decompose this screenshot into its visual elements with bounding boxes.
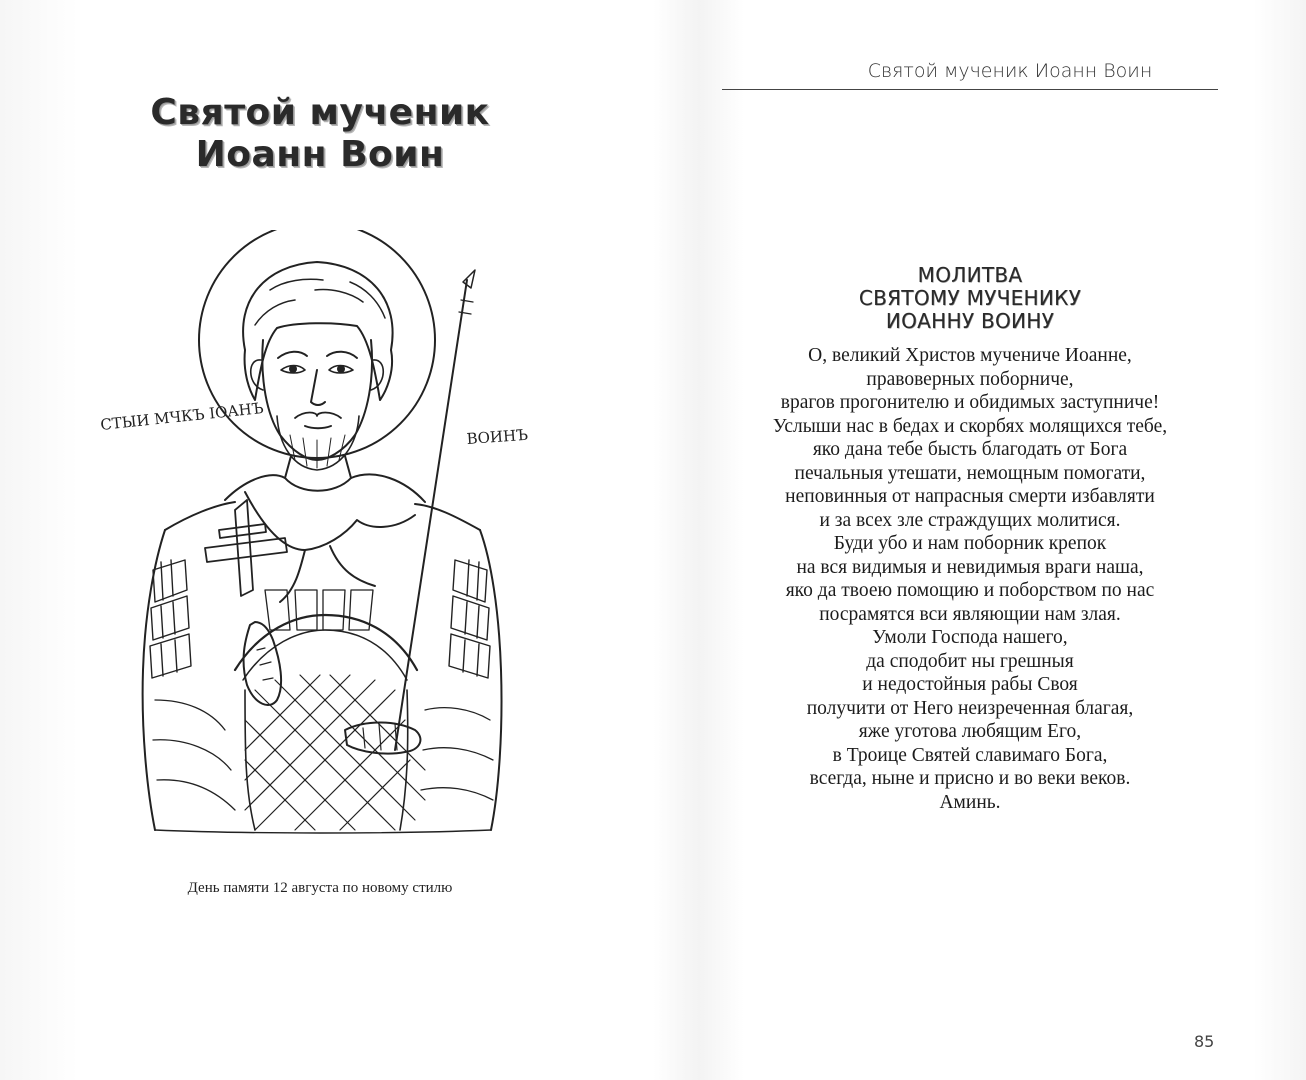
prayer-text	[720, 344, 1220, 814]
page-title	[100, 92, 540, 176]
prayer-line: всегда, ныне и присно и во веки веков.	[809, 768, 1131, 789]
prayer-title-line-2: СВЯТОМУ МУЧЕНИКУ	[858, 286, 1082, 310]
prayer-line: посрамятся вси являющии нам злая.	[819, 603, 1121, 625]
title-line-2: Иоанн Воин	[195, 134, 445, 175]
prayer-line: правоверных поборниче,	[866, 368, 1074, 390]
prayer-line: Аминь.	[939, 791, 1001, 813]
prayer-line: Услыши нас в бедах и скорбях молящихся тебе,	[772, 415, 1168, 437]
prayer-line: неповинныя от напрасныя смерти избавляти	[785, 486, 1155, 507]
prayer-line: получити от Него неизреченная благая,	[806, 697, 1134, 719]
prayer-line: Буди убо и нам поборник крепок	[833, 533, 1107, 554]
prayer-line: и недостойныя рабы Своя	[862, 674, 1078, 695]
prayer-line: печальныя утешати, немощным помогати,	[794, 462, 1146, 484]
prayer-line: яже уготова любящим Его,	[858, 721, 1082, 742]
hair	[243, 262, 392, 400]
prayer-line: да сподобит ны грешныя	[866, 650, 1074, 672]
header-divider	[722, 89, 1218, 90]
running-head: Святой мученик Иоанн Воин	[867, 60, 1153, 82]
spear	[395, 280, 467, 750]
prayer-line: врагов прогонителю и обидимых заступниче!	[780, 392, 1160, 413]
inscription-left: СТЫИ МЧКЪ ІОАНЪ	[99, 398, 265, 434]
prayer-line: в Троице Святей славимаго Бога,	[832, 744, 1108, 766]
prayer-line: и за всех зле страждущих молитися.	[819, 509, 1121, 531]
title-line-1: Святой мученик	[150, 92, 490, 133]
prayer-line: Умоли Господа нашего,	[872, 627, 1068, 648]
page-number: 85	[1194, 1032, 1215, 1051]
cross	[205, 500, 287, 596]
inscription-right: ВОИНЪ	[466, 425, 529, 448]
prayer-title-line-1: МОЛИТВА	[917, 263, 1023, 287]
feast-day-caption: День памяти 12 августа по новому стилю	[187, 880, 453, 896]
right-page	[700, 0, 1306, 1080]
prayer-line: яко дана тебе бысть благодать от Бога	[812, 439, 1128, 460]
prayer-title	[780, 264, 1160, 333]
halo	[199, 230, 435, 458]
prayer-line: на вся видимыя и невидимыя враги наша,	[796, 556, 1144, 578]
prayer-line: яко да твоею помощию и поборством по нас	[785, 580, 1155, 601]
left-hand	[244, 622, 282, 705]
prayer-line: О, великий Христов мучениче Иоанне,	[808, 345, 1132, 366]
saint-icon-illustration	[95, 230, 545, 850]
prayer-title-line-3: ИОАННУ ВОИНУ	[885, 309, 1055, 333]
